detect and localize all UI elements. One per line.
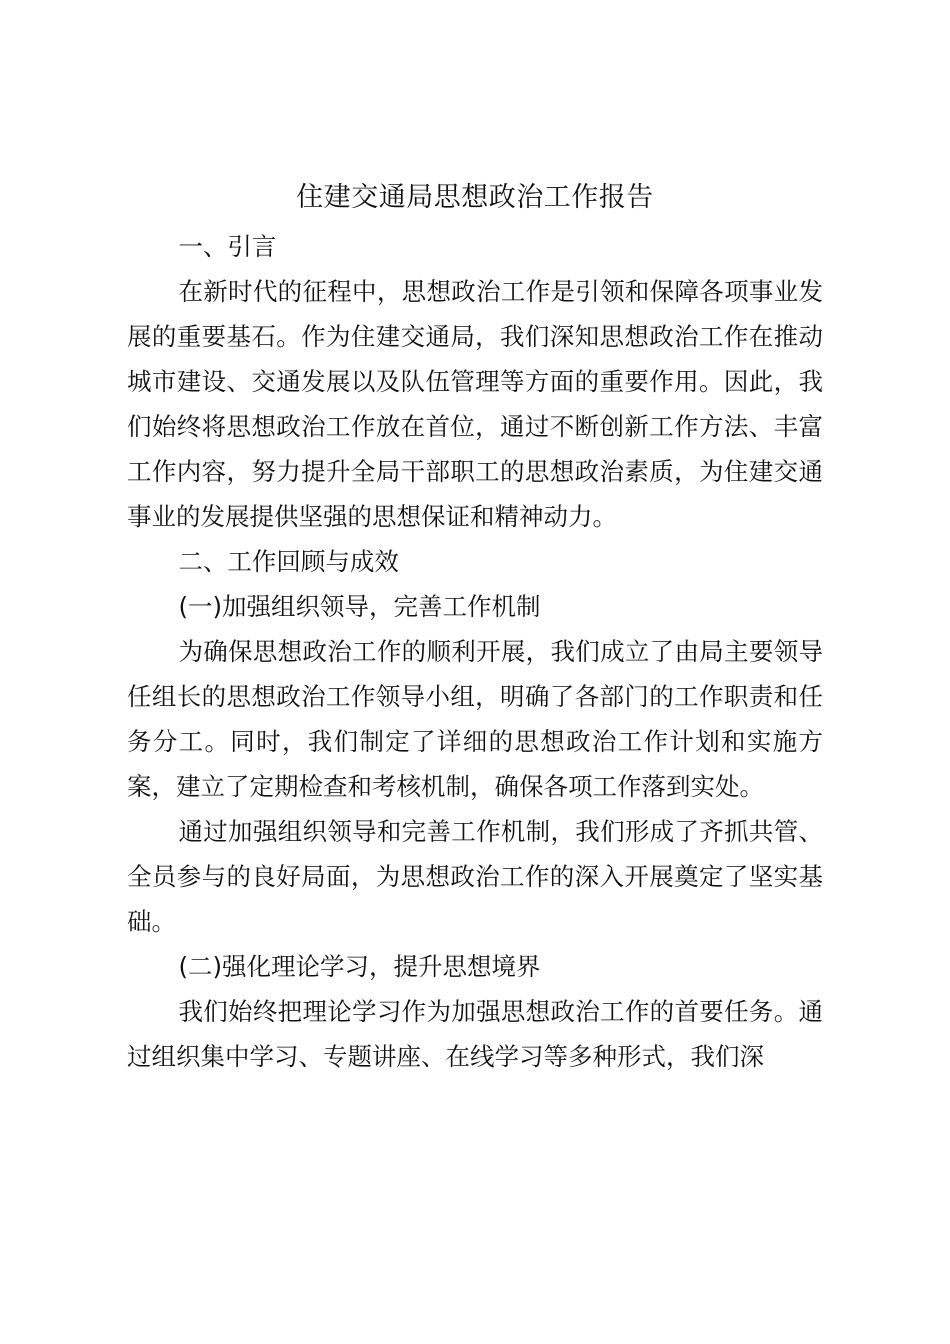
paragraph-organization-result: 通过加强组织领导和完善工作机制，我们形成了齐抓共管、全员参与的良好局面，为思想政治工作的深入开展奠定了坚实基础。 bbox=[127, 817, 823, 936]
paragraph-organization: 为确保思想政治工作的顺利开展，我们成立了由局主要领导任组长的思想政治工作领导小组，明确了各部门的工作职责和任务分工。同时，我们制定了详细的思想政治工作计划和实施方案，建立了定期检查和考核机制，确保各项工作落到实处。 bbox=[127, 637, 823, 801]
subsection-heading-theory-study: (二)强化理论学习，提升思想境界 bbox=[178, 952, 541, 981]
paragraph-theory-study: 我们始终把理论学习作为加强思想政治工作的首要任务。通过组织集中学习、专题讲座、在线学习等多种形式，我们深 bbox=[127, 997, 823, 1071]
subsection-heading-organization: (一)加强组织领导，完善工作机制 bbox=[178, 592, 541, 621]
document-title: 住建交通局思想政治工作报告 bbox=[296, 182, 654, 213]
section-heading-review: 二、工作回顾与成效 bbox=[178, 547, 399, 576]
paragraph-introduction: 在新时代的征程中，思想政治工作是引领和保障各项事业发展的重要基石。作为住建交通局，我们深知思想政治工作在推动城市建设、交通发展以及队伍管理等方面的重要作用。因此，我们始终将思想政治工作放在首位，通过不断创新工作方法、丰富工作内容，努力提升全局干部职工的思想政治素质，为住建交通事业的发展提供坚强的思想保证和精神动力。 bbox=[127, 277, 823, 531]
document-body bbox=[127, 224, 823, 1079]
section-heading-introduction: 一、引言 bbox=[178, 232, 277, 261]
